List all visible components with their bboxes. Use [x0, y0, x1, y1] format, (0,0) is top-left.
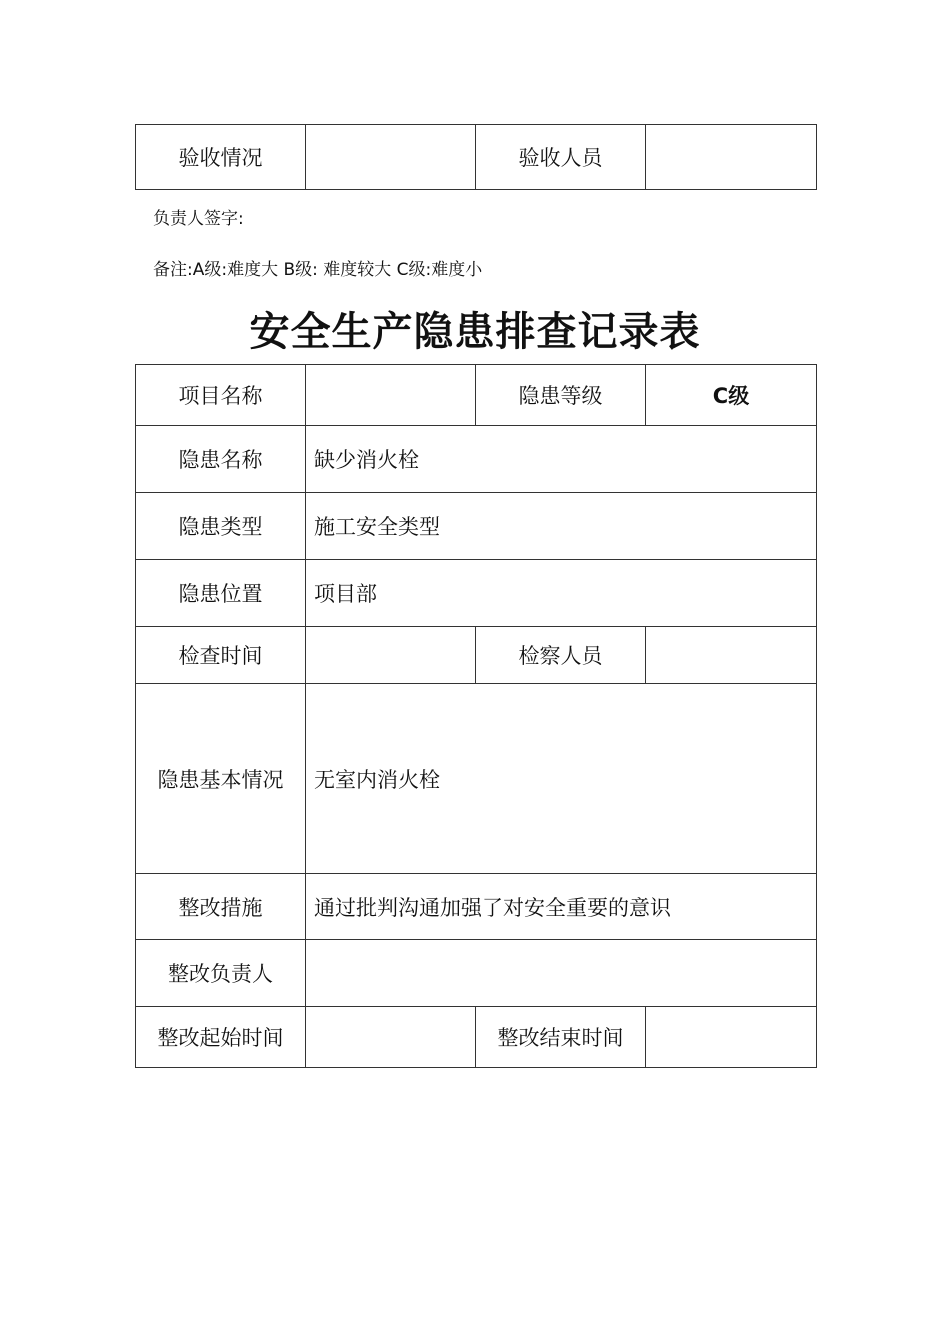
inspector-label: 检察人员: [476, 627, 646, 684]
inspector-field[interactable]: [646, 627, 817, 684]
rectification-owner-field[interactable]: [306, 940, 817, 1007]
project-name-field[interactable]: [306, 365, 476, 426]
inspection-time-label: 检查时间: [136, 627, 306, 684]
rectification-end-label: 整改结束时间: [476, 1007, 646, 1068]
acceptance-person-label: 验收人员: [476, 125, 646, 190]
acceptance-status-field[interactable]: [306, 125, 476, 190]
rectification-measures-label: 整改措施: [136, 874, 306, 940]
hazard-type-label: 隐患类型: [136, 493, 306, 560]
acceptance-person-field[interactable]: [646, 125, 817, 190]
page-title: 安全生产隐患排查记录表: [249, 309, 701, 355]
hazard-record-table: [135, 364, 817, 1068]
project-name-label: 项目名称: [136, 365, 306, 426]
rectification-start-label: 整改起始时间: [136, 1007, 306, 1068]
hazard-situation-label: 隐患基本情况: [136, 684, 306, 874]
acceptance-status-label: 验收情况: [136, 125, 306, 190]
hazard-name-label: 隐患名称: [136, 426, 306, 493]
hazard-level-label: 隐患等级: [476, 365, 646, 426]
hazard-type-field[interactable]: 施工安全类型: [306, 493, 817, 560]
rectification-start-field[interactable]: [306, 1007, 476, 1068]
remark-text: 备注:A级:难度大 B级: 难度较大 C级:难度小: [153, 260, 483, 280]
hazard-location-field[interactable]: 项目部: [306, 560, 817, 627]
acceptance-table: [135, 124, 817, 190]
hazard-situation-field[interactable]: 无室内消火栓: [306, 684, 817, 874]
signature-label: 负责人签字:: [153, 209, 244, 229]
hazard-location-label: 隐患位置: [136, 560, 306, 627]
rectification-measures-field[interactable]: 通过批判沟通加强了对安全重要的意识: [306, 874, 817, 940]
hazard-level-field[interactable]: C级: [646, 365, 817, 426]
inspection-time-field[interactable]: [306, 627, 476, 684]
rectification-end-field[interactable]: [646, 1007, 817, 1068]
rectification-owner-label: 整改负责人: [136, 940, 306, 1007]
hazard-name-field[interactable]: 缺少消火栓: [306, 426, 817, 493]
